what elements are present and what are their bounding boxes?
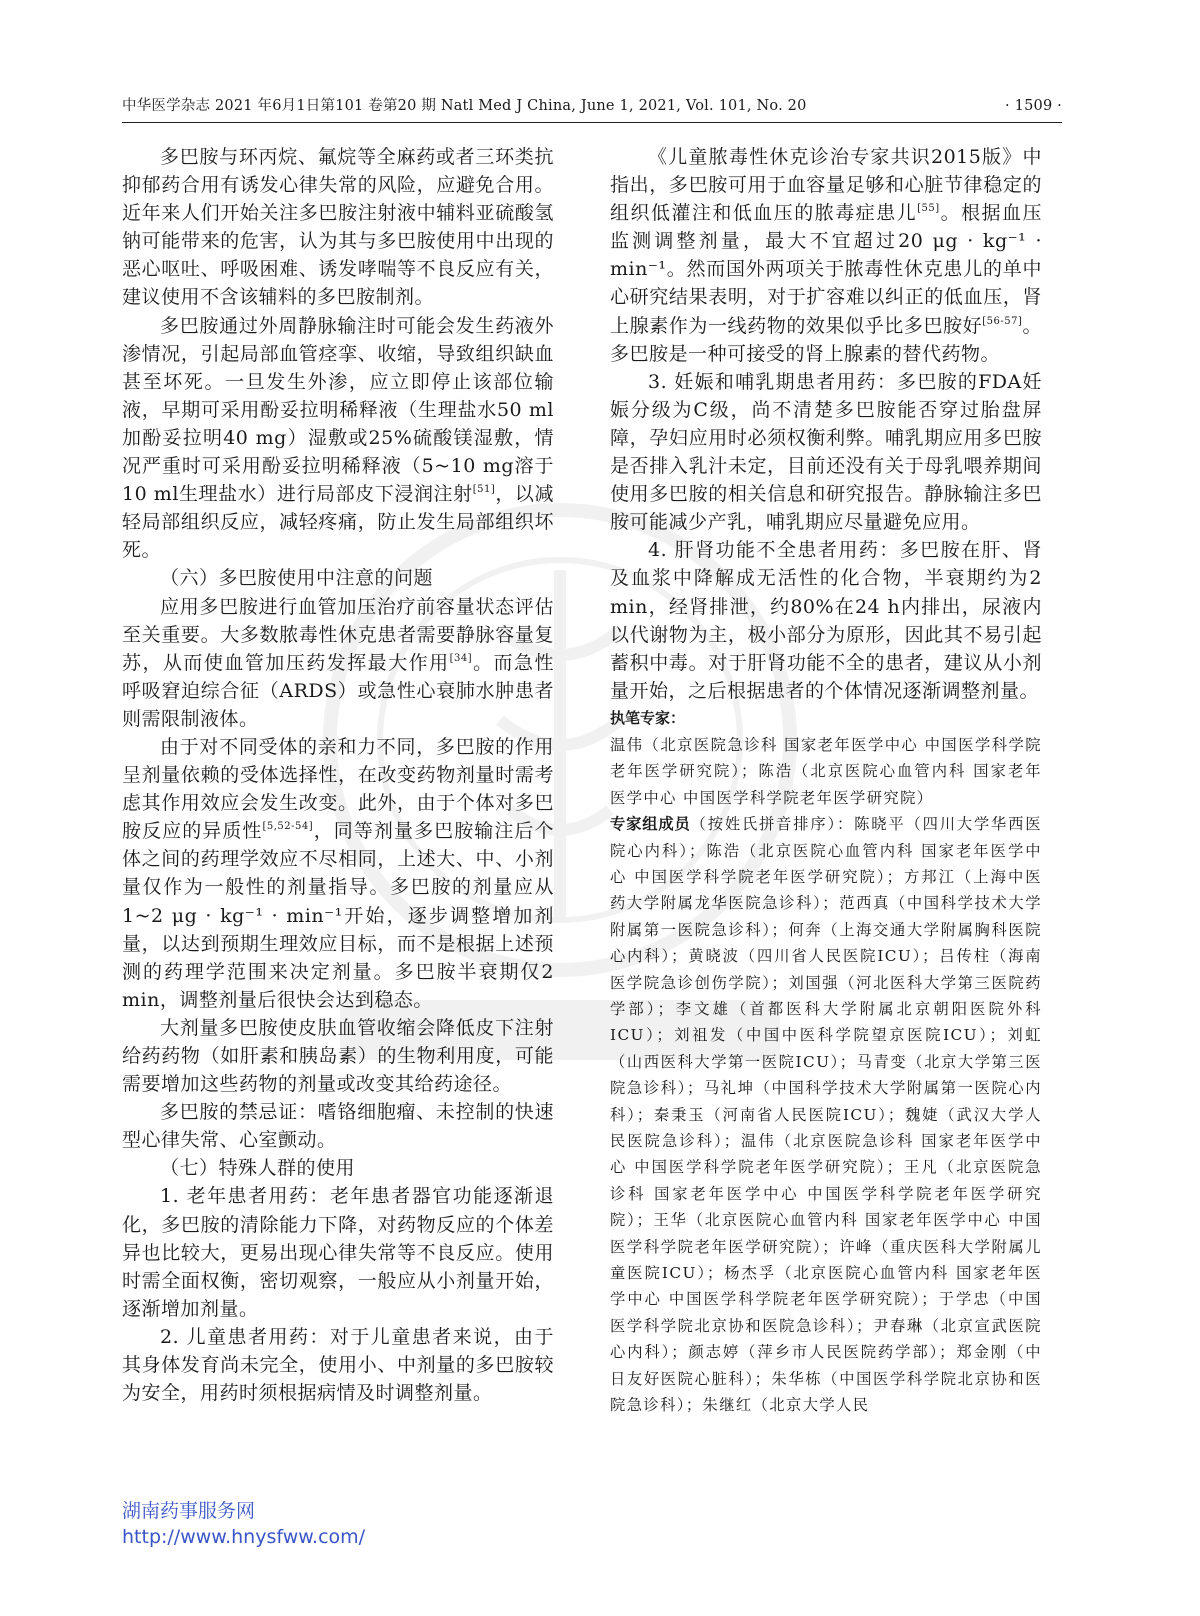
- section-heading: （六）多巴胺使用中注意的问题: [160, 567, 434, 590]
- page-number: · 1509 ·: [1005, 98, 1062, 114]
- members-label: 专家组成员: [610, 815, 691, 834]
- authors-heading: 执笔专家：: [610, 708, 686, 727]
- left-column: [122, 143, 554, 1407]
- paragraph: 多巴胺的禁忌证：嗜铬细胞瘤、未控制的快速型心律失常、心室颤动。: [122, 1101, 554, 1152]
- members-list: 专家组成员（按姓氏拼音排序）：陈晓平（四川大学华西医院心内科）；陈浩（北京医院心血管内科 国家老年医学中心 中国医学科学院老年医学研究院）；方邦江（上海中医药大学附属龙华医院急诊科）；范西真（中国科学技术大学附属第一医院急诊科）；何奔（上海交通大学附属胸科医院心内科）；黄晓波（四川省人民医院ICU）；吕传柱（海南医学院急诊创伤学院）；刘国强（河北医科大学第三医院药学部）；李文雄（首都医科大学附属北京朝阳医院外科ICU）；刘祖发（中国中医科学院望京医院ICU）；刘虹（山西医科大学第一医院ICU）；马青变（北京大学第三医院急诊科）；马礼坤（中国科学技术大学附属第一医院心内科）；秦秉玉（河南省人民医院ICU）；魏婕（武汉大学人民医院急诊科）；温伟（北京医院急诊科 国家老年医学中心 中国医学科学院老年医学研究院）；王凡（北京医院急诊科 国家老年医学中心 中国医学科学院老年医学研究院）；王华（北京医院心血管内科 国家老年医学中心 中国医学科学院老年医学研究院）；许峰（重庆医科大学附属儿童医院ICU）；杨杰孚（北京医院心血管内科 国家老年医学中心 中国医学科学院老年医学研究院）；于学忠（中国医学科学院北京协和医院急诊科）；尹春琳（北京宣武医院心内科）；颜志婷（萍乡市人民医院药学部）；郑金刚（中日友好医院心脏科）；朱华栋（中国医学科学院北京协和医院急诊科）；朱继红（北京大学人民: [610, 815, 1042, 1415]
- citation-ref: [55]: [917, 203, 940, 215]
- paragraph: 多巴胺通过外周静脉输注时可能会发生药液外渗情况，引起局部血管痉挛、收缩，导致组织缺血甚至坏死。一旦发生外渗，应立即停止该部位输液，早期可采用酚妥拉明稀释液（生理盐水50 ml加酚妥拉明40 mg）湿敷或25%硫酸镁湿敷，情况严重时可采用酚妥拉明稀释液（5~10 mg溶于10 ml生理盐水）进行局部皮下浸润注射[51]，以减轻局部组织反应，减轻疼痛，防止发生局部组织坏死。: [122, 314, 554, 562]
- footer-url[interactable]: http://www.hnysfww.com/: [122, 1526, 366, 1548]
- journal-citation: 中华医学杂志 2021 年6月1日第101 卷第20 期 Natl Med J China, June 1, 2021, Vol. 101, No. 20: [122, 98, 807, 114]
- citation-ref: [56-57]: [982, 315, 1023, 327]
- running-header: [122, 95, 1062, 117]
- paragraph: 应用多巴胺进行血管加压治疗前容量状态评估至关重要。大多数脓毒性休克患者需要静脉容量复苏，从而使血管加压药发挥最大作用[34]。而急性呼吸窘迫综合征（ARDS）或急性心衰肺水肿患者则需限制液体。: [122, 595, 554, 730]
- footer-watermark: [122, 1498, 365, 1550]
- citation-ref: [51]: [472, 484, 496, 496]
- paragraph: 大剂量多巴胺使皮肤血管收缩会降低皮下注射给药药物（如肝素和胰岛素）的生物利用度，可能需要增加这些药物的剂量或改变其给药途径。: [122, 1016, 554, 1096]
- header-rule: [122, 122, 1062, 123]
- paragraph: 4. 肝肾功能不全患者用药：多巴胺在肝、肾及血浆中降解成无活性的化合物，半衰期约为2 min，经肾排泄，约80%在24 h内排出，尿液内以代谢物为主，极小部分为原形，因此其不易引起蓄积中毒。对于肝肾功能不全的患者，建议从小剂量开始，之后根据患者的个体情况逐渐调整剂量。: [610, 539, 1042, 702]
- paragraph: 1. 老年患者用药：老年患者器官功能逐渐退化，多巴胺的清除能力下降，对药物反应的个体差异也比较大，更易出现心律失常等不良反应。使用时需全面权衡，密切观察，一般应从小剂量开始，逐渐增加剂量。: [122, 1185, 554, 1320]
- authors-list: 温伟（北京医院急诊科 国家老年医学中心 中国医学科学院老年医学研究院）；陈浩（北京医院心血管内科 国家老年医学中心 中国医学科学院老年医学研究院）: [610, 735, 1042, 807]
- paragraph: 2. 儿童患者用药：对于儿童患者来说，由于其身体发育尚未完全，使用小、中剂量的多巴胺较为安全，用药时须根据病情及时调整剂量。: [122, 1325, 554, 1405]
- citation-ref: [5,52-54]: [262, 821, 314, 833]
- section-heading: （七）特殊人群的使用: [160, 1157, 356, 1180]
- paragraph: 多巴胺与环丙烷、氟烷等全麻药或者三环类抗抑郁药合用有诱发心律失常的风险，应避免合用。近年来人们开始关注多巴胺注射液中辅料亚硫酸氢钠可能带来的危害，认为其与多巴胺使用中出现的恶心呕吐、呼吸困难、诱发哮喘等不良反应有关，建议使用不含该辅料的多巴胺制剂。: [122, 146, 554, 309]
- paragraph: 《儿童脓毒性休克诊治专家共识2015版》中指出，多巴胺可用于血容量足够和心脏节律稳定的组织低灌注和低血压的脓毒症患儿[55]。根据血压监测调整剂量，最大不宜超过20 μg · kg⁻¹ · min⁻¹。然而国外两项关于脓毒性休克患儿的单中心研究结果表明，对于扩容难以纠正的低血压，肾上腺素作为一线药物的效果似乎比多巴胺好[56-57]。多巴胺是一种可接受的肾上腺素的替代药物。: [610, 146, 1042, 365]
- right-column: [610, 143, 1042, 1418]
- citation-ref: [34]: [449, 652, 473, 664]
- paragraph: 3. 妊娠和哺乳期患者用药：多巴胺的FDA妊娠分级为C级，尚不清楚多巴胺能否穿过胎盘屏障，孕妇应用时必须权衡利弊。哺乳期应用多巴胺是否排入乳汁未定，目前还没有关于母乳喂养期间使用多巴胺的相关信息和研究报告。静脉输注多巴胺可能减少产乳，哺乳期应尽量避免应用。: [610, 370, 1042, 534]
- paragraph: 由于对不同受体的亲和力不同，多巴胺的作用呈剂量依赖的受体选择性，在改变药物剂量时需考虑其作用效应会发生改变。此外，由于个体对多巴胺反应的异质性[5,52-54]，同等剂量多巴胺输注后个体之间的药理学效应不尽相同，上述大、中、小剂量仅作为一般性的剂量指导。多巴胺的剂量应从1~2 μg · kg⁻¹ · min⁻¹开始，逐步调整增加剂量，以达到预期生理效应目标，而不是根据上述预测的药理学范围来决定剂量。多巴胺半衰期仅2 min，调整剂量后很快会达到稳态。: [122, 735, 554, 1011]
- footer-site-name: 湖南药事服务网: [122, 1500, 256, 1522]
